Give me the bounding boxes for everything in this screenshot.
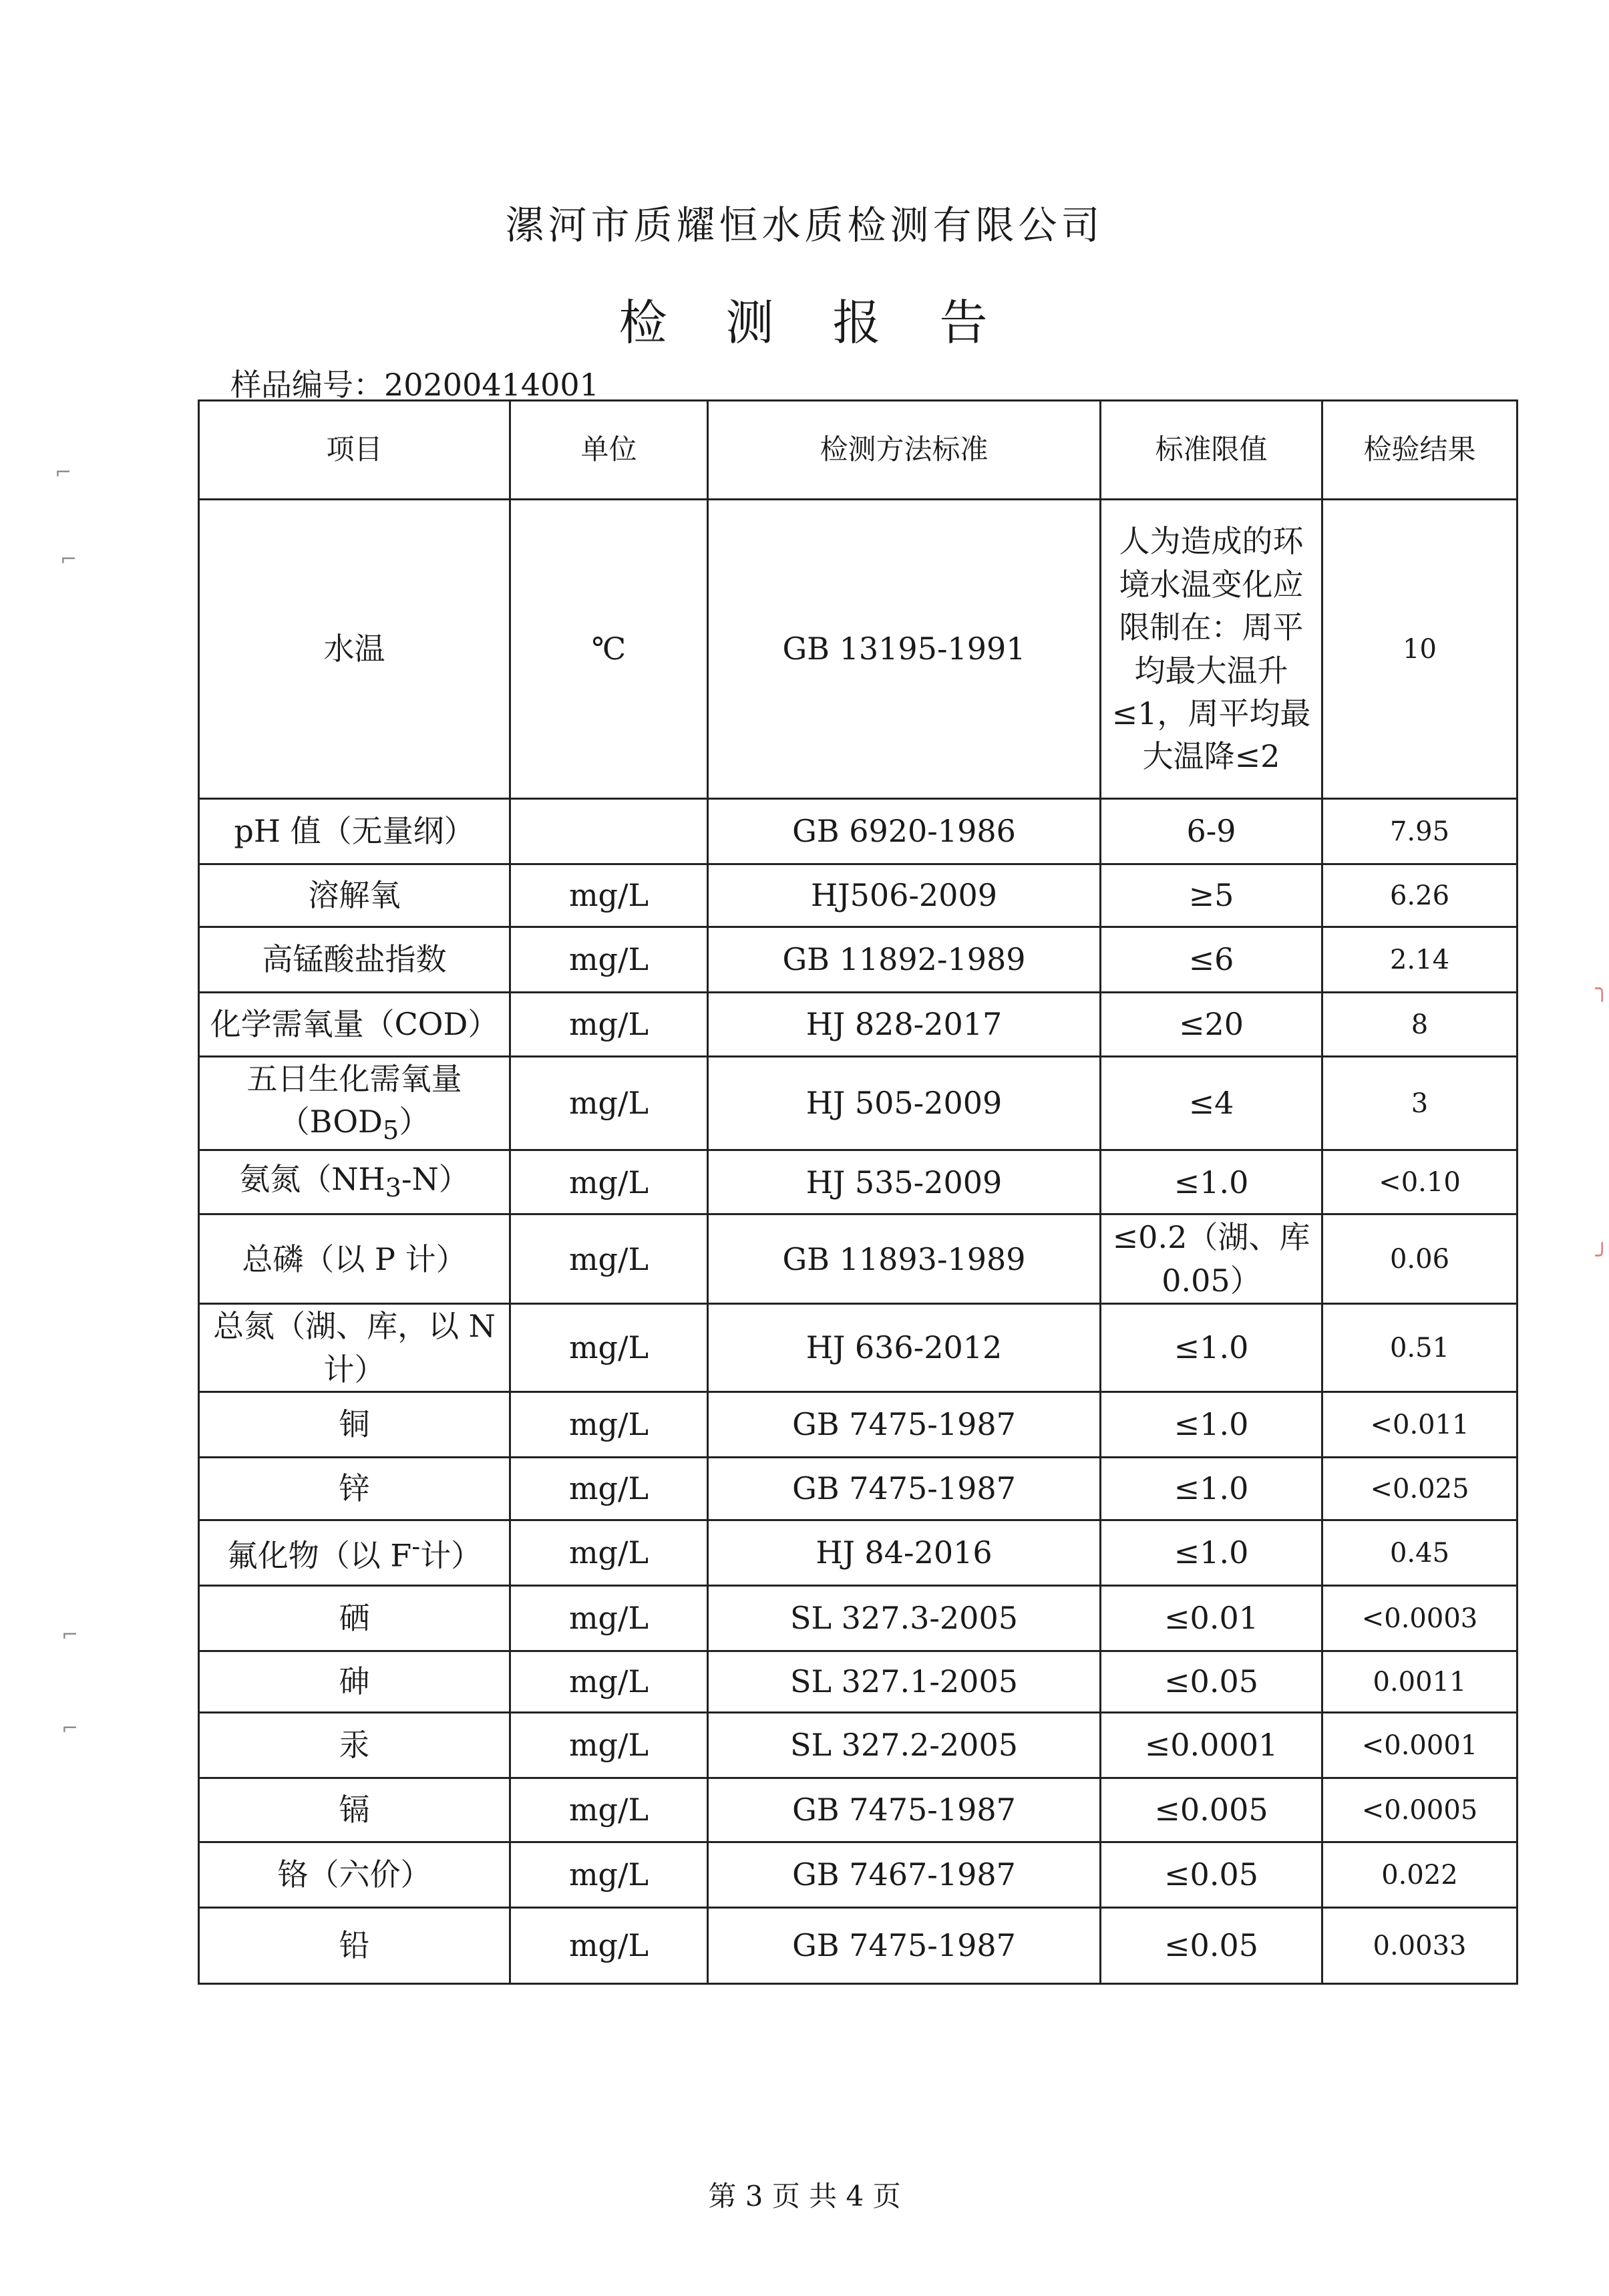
item-cell: 总磷（以 P 计）	[199, 1214, 510, 1304]
method-cell: SL 327.1-2005	[708, 1651, 1101, 1713]
page-number: 3	[745, 2180, 763, 2212]
item-text: -N）	[401, 1161, 470, 1198]
table-row	[199, 1392, 1517, 1458]
item-cell	[199, 1150, 510, 1214]
scan-mark: ⌐	[60, 548, 77, 571]
method-cell: SL 327.3-2005	[708, 1586, 1101, 1651]
item-superscript: -	[411, 1531, 421, 1562]
result-cell: 0.06	[1322, 1214, 1517, 1304]
unit-cell: mg/L	[510, 1458, 708, 1520]
company-name: 漯河市质耀恒水质检测有限公司	[505, 202, 1104, 248]
title-char: 告	[939, 295, 991, 351]
unit-cell: mg/L	[510, 1908, 708, 1984]
limit-cell: ≤0.05	[1101, 1908, 1322, 1984]
limit-cell: ≤0.0001	[1101, 1713, 1322, 1778]
item-cell: 化学需氧量（COD）	[199, 993, 510, 1057]
item-cell: 水温	[199, 500, 510, 799]
limit-cell: 人为造成的环境水温变化应限制在：周平均最大温升≤1，周平均最大温降≤2	[1101, 500, 1322, 799]
item-cell: 总氮（湖、库，以 N 计）	[199, 1304, 510, 1392]
item-cell	[199, 1057, 510, 1150]
limit-cell: ≤4	[1101, 1057, 1322, 1150]
seal-edge: ╮	[1595, 975, 1609, 1002]
limit-cell: ≤20	[1101, 993, 1322, 1057]
method-cell: HJ 84-2016	[708, 1520, 1101, 1586]
page-footer	[0, 2174, 1609, 2215]
limit-cell: ≤0.2（湖、库 0.05）	[1101, 1214, 1322, 1304]
item-cell: 锌	[199, 1458, 510, 1520]
unit-cell: mg/L	[510, 1520, 708, 1586]
item-cell: 铅	[199, 1908, 510, 1984]
table-row	[199, 1651, 1517, 1713]
method-cell: GB 6920-1986	[708, 799, 1101, 864]
unit-cell: mg/L	[510, 1057, 708, 1150]
result-cell: <0.0003	[1322, 1586, 1517, 1651]
sample-number-line	[230, 361, 599, 405]
scan-mark: ⌐	[61, 1623, 79, 1647]
scan-mark: ⌐	[55, 461, 72, 484]
limit-cell: ≤1.0	[1101, 1304, 1322, 1392]
method-cell: GB 11892-1989	[708, 927, 1101, 993]
unit-cell: mg/L	[510, 864, 708, 927]
table-row	[199, 864, 1517, 927]
header-unit: 单位	[510, 401, 708, 500]
method-cell: HJ 535-2009	[708, 1150, 1101, 1214]
limit-cell: 6-9	[1101, 799, 1322, 864]
unit-cell: mg/L	[510, 1778, 708, 1842]
unit-cell: mg/L	[510, 1392, 708, 1458]
limit-cell: ≤0.005	[1101, 1778, 1322, 1842]
result-cell: 10	[1322, 500, 1517, 799]
item-cell: 溶解氧	[199, 864, 510, 927]
unit-cell: ℃	[510, 500, 708, 799]
scan-mark: ⌐	[61, 1717, 79, 1740]
table-row	[199, 1458, 1517, 1520]
unit-cell: mg/L	[510, 1150, 708, 1214]
item-cell	[199, 1520, 510, 1586]
unit-cell: mg/L	[510, 1713, 708, 1778]
item-cell: pH 值（无量纲）	[199, 799, 510, 864]
table-row	[199, 1150, 1517, 1214]
method-cell: GB 13195-1991	[708, 500, 1101, 799]
header-item: 项目	[199, 401, 510, 500]
table-row	[199, 799, 1517, 864]
limit-cell: ≤1.0	[1101, 1458, 1322, 1520]
seal-edge: ╯	[1595, 1243, 1609, 1269]
limit-cell: ≤0.01	[1101, 1586, 1322, 1651]
limit-cell: ≤1.0	[1101, 1150, 1322, 1214]
method-cell: GB 7467-1987	[708, 1842, 1101, 1908]
result-cell: 0.022	[1322, 1842, 1517, 1908]
title-char: 报	[832, 295, 884, 351]
method-cell: GB 7475-1987	[708, 1908, 1101, 1984]
method-cell: HJ506-2009	[708, 864, 1101, 927]
unit-cell: mg/L	[510, 1214, 708, 1304]
limit-cell: ≤0.05	[1101, 1842, 1322, 1908]
item-text: 五日生化需氧量（BOD	[246, 1061, 462, 1140]
unit-cell: mg/L	[510, 1842, 708, 1908]
item-subscript: 5	[382, 1116, 399, 1146]
title-char: 测	[725, 295, 777, 351]
item-cell: 硒	[199, 1586, 510, 1651]
result-cell: 0.0011	[1322, 1651, 1517, 1713]
unit-cell: mg/L	[510, 1586, 708, 1651]
table-row	[199, 927, 1517, 993]
item-cell: 砷	[199, 1651, 510, 1713]
result-cell: 0.51	[1322, 1304, 1517, 1392]
result-cell: <0.025	[1322, 1458, 1517, 1520]
limit-cell: ≤0.05	[1101, 1651, 1322, 1713]
item-text: 氟化物（以 F	[226, 1536, 412, 1573]
result-cell: <0.0005	[1322, 1778, 1517, 1842]
method-cell: GB 7475-1987	[708, 1392, 1101, 1458]
unit-cell: mg/L	[510, 993, 708, 1057]
table-row	[199, 1304, 1517, 1392]
table-row	[199, 1908, 1517, 1984]
unit-cell: mg/L	[510, 1304, 708, 1392]
item-cell: 镉	[199, 1778, 510, 1842]
method-cell: HJ 505-2009	[708, 1057, 1101, 1150]
header-limit: 标准限值	[1101, 401, 1322, 500]
limit-cell: ≥5	[1101, 864, 1322, 927]
table-header-row	[199, 401, 1517, 500]
unit-cell: mg/L	[510, 927, 708, 993]
limit-cell: ≤1.0	[1101, 1520, 1322, 1586]
sample-label: 样品编号：	[230, 367, 384, 403]
table-row	[199, 1586, 1517, 1651]
item-cell: 铬（六价）	[199, 1842, 510, 1908]
result-cell: 2.14	[1322, 927, 1517, 993]
table-row	[199, 993, 1517, 1057]
limit-cell: ≤1.0	[1101, 1392, 1322, 1458]
item-cell: 铜	[199, 1392, 510, 1458]
item-cell: 汞	[199, 1713, 510, 1778]
item-text: ）	[399, 1104, 430, 1140]
method-cell: HJ 636-2012	[708, 1304, 1101, 1392]
item-text: 氨氮（NH	[239, 1161, 385, 1198]
footer-text: 第	[708, 2180, 737, 2212]
table-row	[199, 1778, 1517, 1842]
result-cell: 0.45	[1322, 1520, 1517, 1586]
result-cell: 8	[1322, 993, 1517, 1057]
item-subscript: 3	[385, 1173, 401, 1204]
table-row	[199, 500, 1517, 799]
table-row	[199, 1214, 1517, 1304]
result-cell: 0.0033	[1322, 1908, 1517, 1984]
table-row	[199, 1842, 1517, 1908]
unit-cell	[510, 799, 708, 864]
method-cell: GB 7475-1987	[708, 1458, 1101, 1520]
item-text: 计）	[420, 1536, 482, 1573]
item-cell: 高锰酸盐指数	[199, 927, 510, 993]
result-cell: <0.011	[1322, 1392, 1517, 1458]
results-table	[198, 399, 1518, 1985]
report-title	[0, 284, 1609, 353]
limit-cell: ≤6	[1101, 927, 1322, 993]
result-cell: <0.0001	[1322, 1713, 1517, 1778]
result-cell: 7.95	[1322, 799, 1517, 864]
header-method: 检测方法标准	[708, 401, 1101, 500]
method-cell: GB 11893-1989	[708, 1214, 1101, 1304]
table-row	[199, 1520, 1517, 1586]
footer-text: 页	[872, 2180, 901, 2212]
method-cell: HJ 828-2017	[708, 993, 1101, 1057]
result-cell: 3	[1322, 1057, 1517, 1150]
header-result: 检验结果	[1322, 401, 1517, 500]
result-cell: 6.26	[1322, 864, 1517, 927]
unit-cell: mg/L	[510, 1651, 708, 1713]
table-row	[199, 1713, 1517, 1778]
method-cell: SL 327.2-2005	[708, 1713, 1101, 1778]
result-cell: <0.10	[1322, 1150, 1517, 1214]
method-cell: GB 7475-1987	[708, 1778, 1101, 1842]
title-char: 检	[618, 295, 670, 351]
sample-number: 20200414001	[384, 367, 599, 403]
footer-text: 页 共	[771, 2180, 838, 2212]
total-pages: 4	[846, 2180, 864, 2212]
table-row	[199, 1057, 1517, 1150]
